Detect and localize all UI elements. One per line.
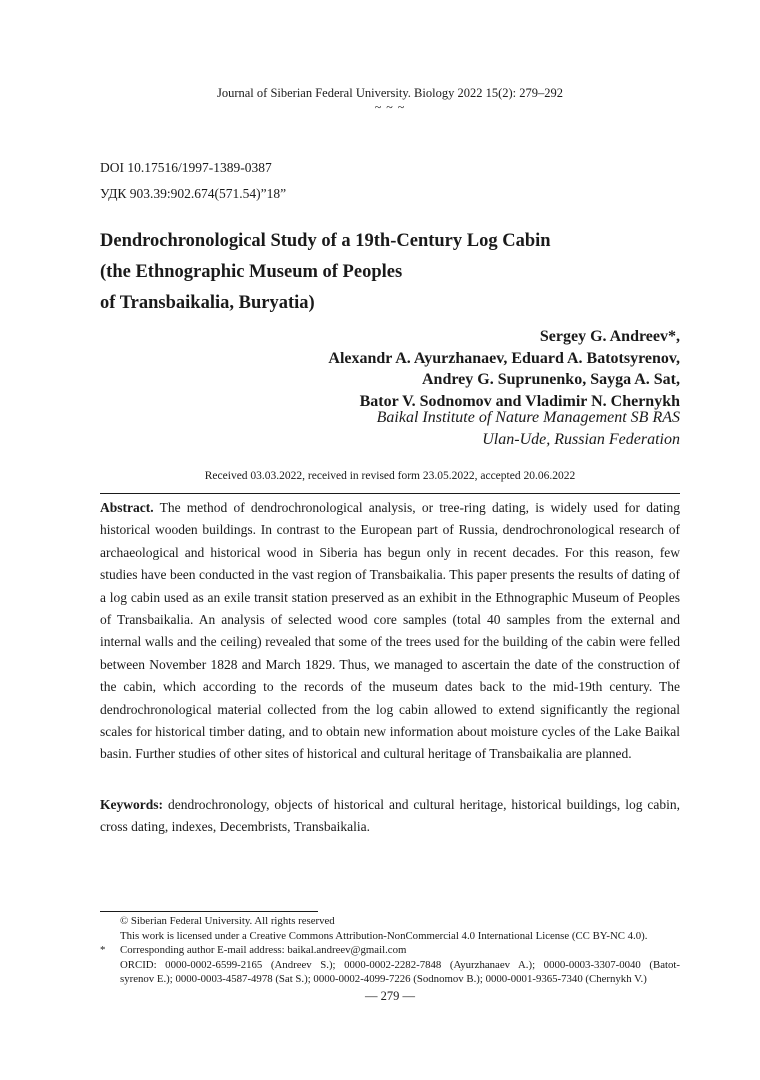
doi: DOI 10.17516/1997-1389-0387 xyxy=(100,160,272,175)
footnote-divider xyxy=(100,911,318,912)
affiliation-institute: Baikal Institute of Nature Management SB RAS xyxy=(376,409,680,426)
title-line-1: Dendrochronological Study of a 19th-Century Log Cabin xyxy=(100,231,551,251)
affiliation xyxy=(80,407,680,450)
corresponding-author: Corresponding author E-mail address: baikal.andreev@gmail.com xyxy=(120,944,407,957)
abstract-text: The method of dendrochronological analysis, or tree-ring dating, is widely used for dating historical wooden buildings. In contrast to the European part of Russia, dendrochronological research of archaeological and historical wood in Siberia has begun only in recent decades. For this reason, few studies have been conducted in the vast region of Transbaikalia. This paper presents the results of dating of a log cabin used as an exile transit station preserved as an exhibit in the Ethnographic Museum of Peoples of Transbaikalia. An analysis of selected wood core samples (total 40 samples from the external and internal walls and the ceiling) revealed that some of the trees used for the building of the cabin were felled between November 1828 and March 1829. Thus, we managed to ascertain the date of the construction of the cabin, which according to the records of the museum dates back to the mid-19th century. The dendrochronological material collected from the log cabin allowed to extend significantly the regional scales for historical timber dating, and to obtain new information about moisture cycles of the Lake Baikal basin. Further studies of other sites of historical and cultural heritage of Transbaikalia are planned. xyxy=(100,500,680,762)
title-line-2: (the Ethnographic Museum of Peoples xyxy=(100,262,403,282)
article-title xyxy=(100,226,660,319)
udk-code: УДК 903.39:902.674(571.54)”18” xyxy=(100,186,287,201)
journal-header: Journal of Siberian Federal University. Biology 2022 15(2): 279–292 xyxy=(216,86,563,100)
abstract-label: Abstract. xyxy=(100,500,154,515)
header-ornament: ~ ~ ~ xyxy=(374,100,406,114)
abstract xyxy=(100,497,680,766)
abstract-divider xyxy=(100,493,680,494)
footnotes xyxy=(100,914,680,987)
affiliation-city: Ulan-Ude, Russian Federation xyxy=(482,430,680,448)
footnote-orcid-1: ORCID: 0000-0002-6599-2165 (Andreev S.); 0000-0002-2282-7848 (Ayurzhanaev A.); 0000-0003-3307-0040 (Batot- xyxy=(120,958,680,971)
author-list xyxy=(80,326,680,412)
received-dates: Received 03.03.2022, received in revised form 23.05.2022, accepted 20.06.2022 xyxy=(204,470,576,482)
author-line-1: Sergey G. Andreev*, xyxy=(539,328,680,345)
footnote-copyright: © Siberian Federal University. All rights reserved xyxy=(120,915,335,927)
keywords-text: dendrochronology, objects of historical and cultural heritage, historical buildings, log cabin, cross dating, indexes, Decembrists, Transbaikalia. xyxy=(100,797,681,835)
page-number: — 279 — xyxy=(365,989,415,1003)
footnote-orcid-2: syrenov E.); 0000-0003-4587-4978 (Sat S.); 0000-0002-4099-7226 (Sodnomov B.); 0000-0001-9365-7340 (Chernykh V.) xyxy=(120,973,647,986)
asterisk-mark: * xyxy=(100,944,106,957)
footnote-license: This work is licensed under a Creative Commons Attribution-NonCommercial 4.0 International License (CC BY-NC 4.0). xyxy=(120,929,648,942)
title-line-3: of Transbaikalia, Buryatia) xyxy=(100,293,315,313)
footnote-corresponding xyxy=(100,943,680,958)
author-line-4: Bator V. Sodnomov and Vladimir N. Chernykh xyxy=(359,392,680,410)
author-line-2: Alexandr A. Ayurzhanaev, Eduard A. Batotsyrenov, xyxy=(328,349,680,367)
keywords xyxy=(100,794,680,839)
author-line-3: Andrey G. Suprunenko, Sayga A. Sat, xyxy=(422,371,680,388)
keywords-label: Keywords: xyxy=(100,797,163,812)
